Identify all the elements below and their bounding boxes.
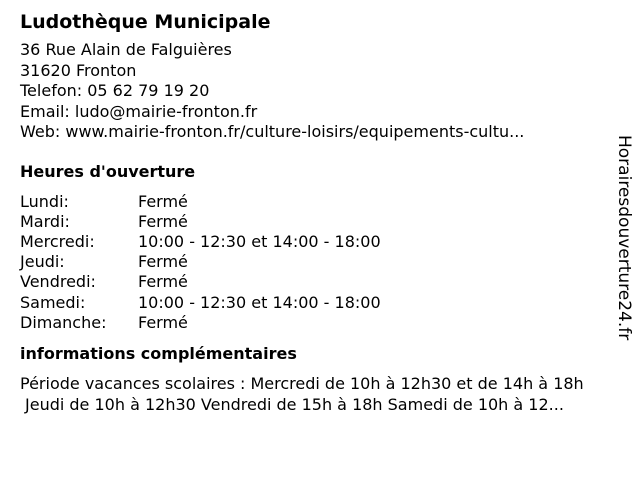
day-label: Mardi: xyxy=(20,211,70,231)
day-label: Jeudi: xyxy=(20,252,65,272)
day-label: Vendredi: xyxy=(20,272,96,292)
hours-row-lundi xyxy=(20,192,620,212)
day-hours: Fermé xyxy=(138,211,188,231)
day-hours: Fermé xyxy=(138,312,188,332)
day-hours: Fermé xyxy=(138,191,188,211)
day-hours: Fermé xyxy=(138,272,188,292)
site-watermark: Horairesdouverture24.fr xyxy=(614,135,634,341)
additional-info-heading: informations complémentaires xyxy=(20,343,297,363)
hours-row-dimanche xyxy=(20,313,620,333)
hours-row-mercredi xyxy=(20,232,620,252)
hours-row-vendredi xyxy=(20,272,620,292)
phone-line: Telefon: 05 62 79 19 20 xyxy=(20,81,210,100)
contact-block xyxy=(20,40,620,143)
opening-hours-heading: Heures d'ouverture xyxy=(20,161,196,181)
page-title: Ludothèque Municipale xyxy=(20,11,271,33)
hours-row-mardi xyxy=(20,212,620,232)
day-hours: Fermé xyxy=(138,252,188,272)
info-line-2: Jeudi de 10h à 12h30 Vendredi de 15h à 18h Samedi de 10h à 12... xyxy=(25,394,564,414)
street-address: 36 Rue Alain de Falguières xyxy=(20,40,232,59)
web-line: Web: www.mairie-fronton.fr/culture-loisirs/equipements-cultu... xyxy=(20,122,525,141)
info-line-1: Période vacances scolaires : Mercredi de 10h à 12h30 et de 14h à 18h xyxy=(20,373,584,393)
place-details xyxy=(20,10,620,415)
city-line: 31620 Fronton xyxy=(20,60,137,80)
hours-row-samedi xyxy=(20,293,620,313)
day-label: Mercredi: xyxy=(20,231,95,251)
additional-info-text xyxy=(20,373,620,415)
day-label: Samedi: xyxy=(20,292,86,312)
day-label: Lundi: xyxy=(20,191,69,211)
opening-hours-table xyxy=(20,192,620,333)
day-hours: 10:00 - 12:30 et 14:00 - 18:00 xyxy=(138,292,381,312)
email-line: Email: ludo@mairie-fronton.fr xyxy=(20,101,258,121)
hours-row-jeudi xyxy=(20,252,620,272)
day-label: Dimanche: xyxy=(20,312,107,332)
day-hours: 10:00 - 12:30 et 14:00 - 18:00 xyxy=(138,231,381,251)
